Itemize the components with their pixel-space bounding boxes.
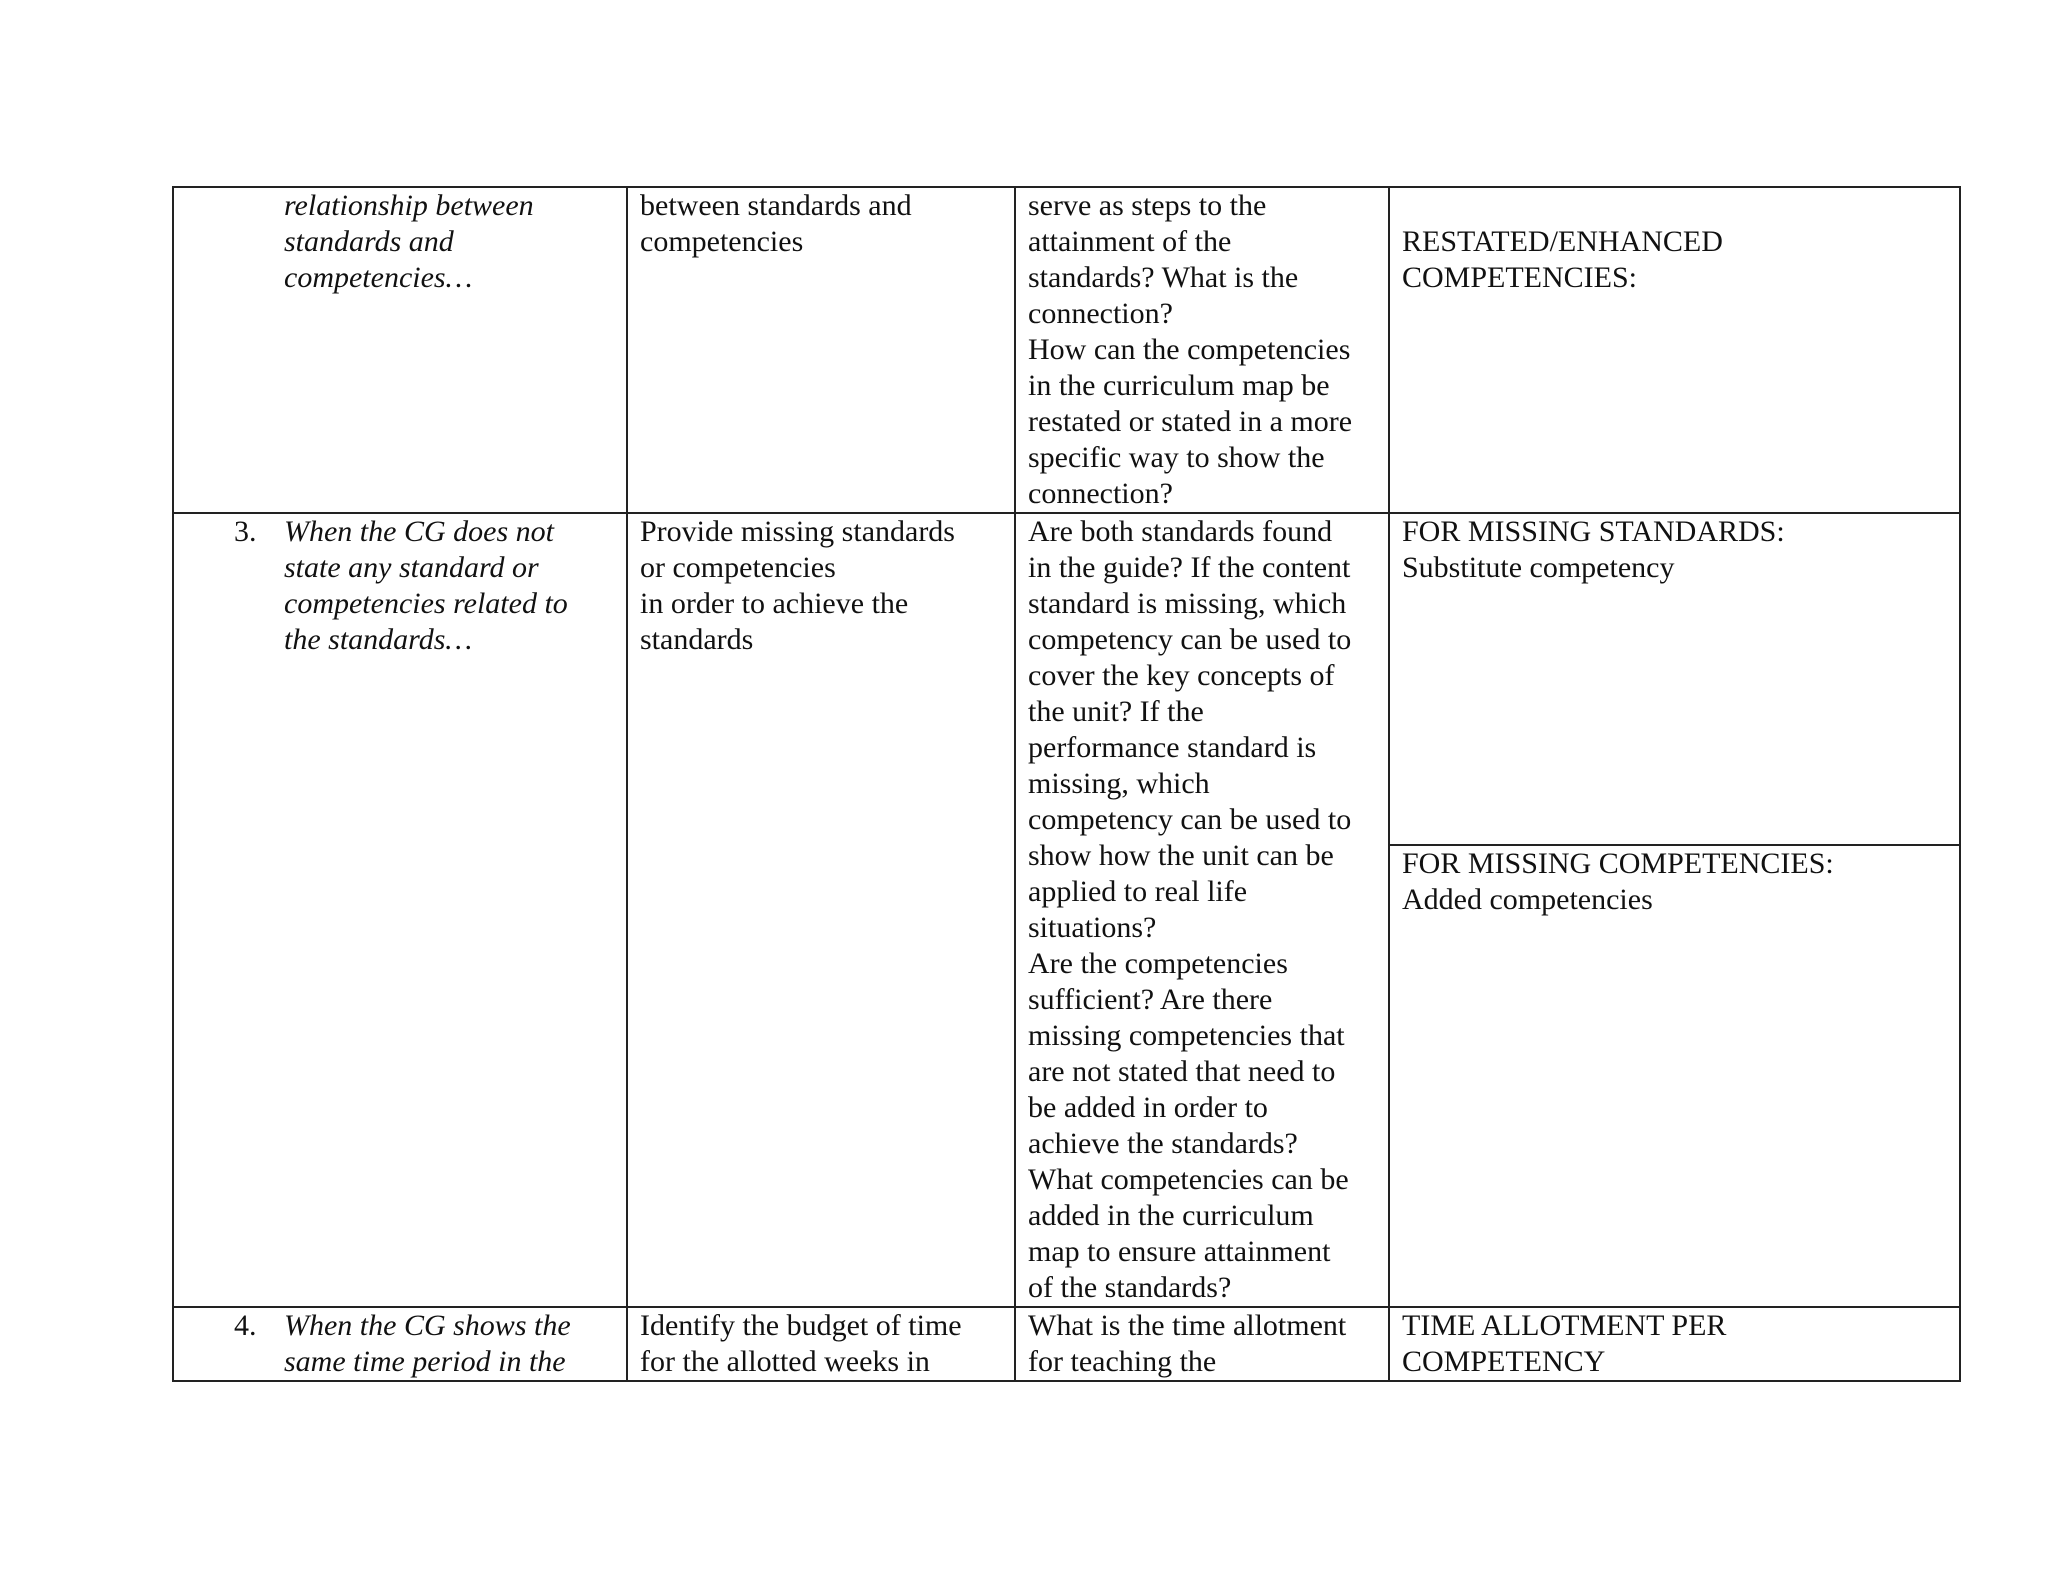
question-line: map to ensure attainment: [1028, 1235, 1331, 1268]
issue-line: the standards…: [284, 623, 473, 656]
guide-question-cell: [1015, 187, 1389, 513]
issue-cell: [173, 1307, 627, 1381]
question-line: of the standards?: [1028, 1271, 1232, 1304]
action-line: between standards and: [640, 189, 912, 222]
issue-cell: [173, 187, 627, 513]
question-line: are not stated that need to: [1028, 1055, 1336, 1088]
issue-line: same time period in the: [284, 1345, 566, 1378]
action-line: competencies: [640, 225, 804, 258]
question-line: situations?: [1028, 911, 1157, 944]
issue-line: competencies…: [284, 261, 473, 294]
table-row: [173, 1307, 1960, 1381]
question-line: the unit? If the: [1028, 695, 1204, 728]
action-line: or competencies: [640, 551, 836, 584]
missing-competencies-block: [1390, 844, 1959, 918]
question-line: connection?: [1028, 297, 1173, 330]
output-line: [1402, 188, 1947, 224]
action-line: in order to achieve the: [640, 587, 909, 620]
question-line: standards? What is the: [1028, 261, 1299, 294]
output-cell: [1389, 513, 1960, 1307]
issue-cell: [173, 513, 627, 1307]
question-line: standard is missing, which: [1028, 587, 1347, 620]
output-line: Substitute competency: [1402, 551, 1675, 584]
action-line: Provide missing standards: [640, 515, 955, 548]
question-line: restated or stated in a more: [1028, 405, 1353, 438]
question-line: for teaching the: [1028, 1345, 1217, 1378]
guide-question-cell: [1015, 1307, 1389, 1381]
output-cell: [1389, 187, 1960, 513]
question-line: serve as steps to the: [1028, 189, 1267, 222]
issue-line: When the CG does not: [284, 515, 554, 548]
question-line: competency can be used to: [1028, 623, 1352, 656]
item-number: 4.: [234, 1309, 257, 1342]
table-row: [173, 187, 1960, 513]
missing-standards-block: [1390, 514, 1959, 844]
issue-line: When the CG shows the: [284, 1309, 571, 1342]
action-line: for the allotted weeks in: [640, 1345, 930, 1378]
output-line: COMPETENCIES:: [1402, 261, 1638, 294]
table-row: [173, 513, 1960, 1307]
question-line: attainment of the: [1028, 225, 1232, 258]
output-heading: FOR MISSING COMPETENCIES:: [1402, 847, 1834, 880]
question-line: How can the competencies: [1028, 333, 1351, 366]
output-heading: FOR MISSING STANDARDS:: [1402, 515, 1785, 548]
issue-line: relationship between: [284, 189, 534, 222]
issue-line: standards and: [284, 225, 454, 258]
output-line: RESTATED/ENHANCED: [1402, 225, 1723, 258]
issue-line: competencies related to: [284, 587, 568, 620]
question-line: What competencies can be: [1028, 1163, 1349, 1196]
question-line: missing competencies that: [1028, 1019, 1345, 1052]
question-line: in the curriculum map be: [1028, 369, 1330, 402]
guide-question-cell: [1015, 513, 1389, 1307]
question-line: performance standard is: [1028, 731, 1317, 764]
question-line: show how the unit can be: [1028, 839, 1334, 872]
guide-table: [172, 186, 1961, 1382]
output-line: COMPETENCY: [1402, 1345, 1606, 1378]
question-line: sufficient? Are there: [1028, 983, 1273, 1016]
question-line: missing, which: [1028, 767, 1210, 800]
output-cell: [1389, 1307, 1960, 1381]
action-cell: [627, 187, 1015, 513]
item-number: 3.: [234, 515, 257, 548]
question-line: in the guide? If the content: [1028, 551, 1351, 584]
question-line: specific way to show the: [1028, 441, 1325, 474]
question-line: competency can be used to: [1028, 803, 1352, 836]
question-line: cover the key concepts of: [1028, 659, 1335, 692]
issue-line: state any standard or: [284, 551, 539, 584]
question-line: Are both standards found: [1028, 515, 1333, 548]
action-cell: [627, 513, 1015, 1307]
question-line: connection?: [1028, 477, 1173, 510]
action-line: Identify the budget of time: [640, 1309, 962, 1342]
action-cell: [627, 1307, 1015, 1381]
action-line: standards: [640, 623, 754, 656]
output-line: Added competencies: [1402, 883, 1653, 916]
question-line: What is the time allotment: [1028, 1309, 1347, 1342]
question-line: applied to real life: [1028, 875, 1248, 908]
question-line: added in the curriculum: [1028, 1199, 1314, 1232]
output-line: TIME ALLOTMENT PER: [1402, 1309, 1727, 1342]
question-line: be added in order to: [1028, 1091, 1268, 1124]
question-line: achieve the standards?: [1028, 1127, 1298, 1160]
question-line: Are the competencies: [1028, 947, 1288, 980]
